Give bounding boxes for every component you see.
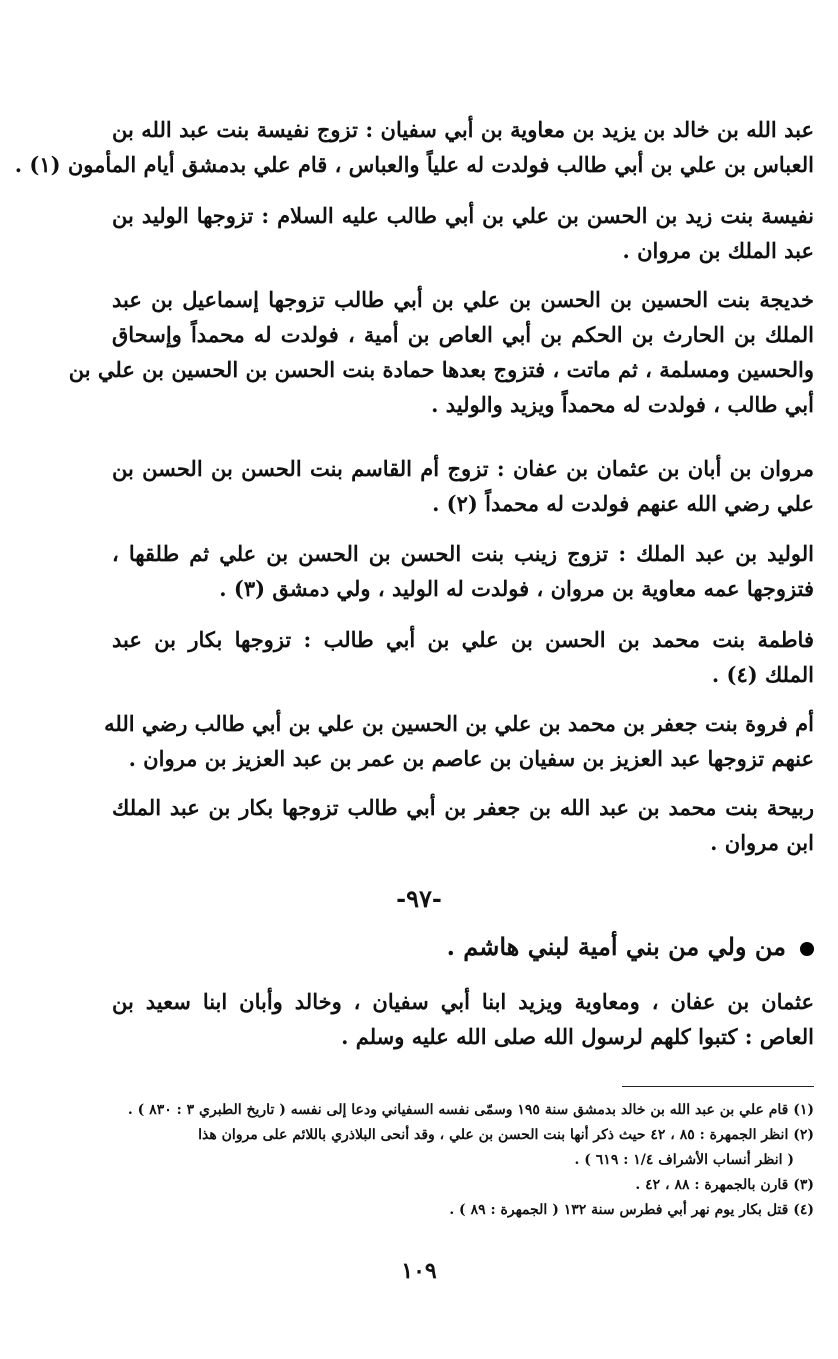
footnote-4: (٤) قتل بكار يوم نهر أبي فطرس سنة ١٣٢ ( الجمهرة : ٨٩ ) . [449, 1202, 814, 1218]
text-line: فتزوجها عمه معاوية بن مروان ، فولدت له الوليد ، ولي دمشق (٣) . [219, 576, 814, 601]
text-line: عنهم تزوجها عبد العزيز بن سفيان بن عاصم بن عمر بن عبد العزيز بن مروان . [128, 746, 814, 771]
text-line: أبي طالب ، فولدت له محمداً ويزيد والوليد . [431, 392, 814, 417]
paragraph-3 [68, 282, 814, 422]
footnote-3: (٣) قارن بالجمهرة : ٨٨ ، ٤٢ . [635, 1177, 814, 1193]
paragraph-1 [14, 112, 814, 182]
text-line: عثمان بن عفان ، ومعاوية ويزيد ابنا أبي سفيان ، وخالد وأبان ابنا سعيد بن [112, 989, 814, 1014]
paragraph-4 [112, 451, 814, 521]
text-line: ربيحة بنت محمد بن عبد الله بن جعفر بن أبي طالب تزوجها بكار بن عبد الملك [112, 795, 814, 820]
section-heading [330, 932, 814, 961]
footnotes [112, 1098, 814, 1223]
text-line: الوليد بن عبد الملك : تزوج زينب بنت الحسن بن الحسن بن علي ثم طلقها ، [112, 541, 814, 566]
footnote-2-continued: ( انظر أنساب الأشراف ١/٤ : ٦١٩ ) . [574, 1152, 794, 1168]
paragraph-6 [112, 622, 814, 692]
text-line: العباس بن علي بن أبي طالب فولدت له علياً والعباس ، قام علي بدمشق أيام المأمون (١) . [14, 152, 814, 177]
section-number: -٩٧- [396, 884, 442, 913]
text-line: خديجة بنت الحسين بن الحسن بن علي بن أبي طالب تزوجها إسماعيل بن عبد [112, 287, 814, 312]
paragraph-5 [112, 536, 814, 606]
text-line: العاص : كتبوا كلهم لرسول الله صلى الله عليه وسلم . [341, 1024, 814, 1049]
text-line: ابن مروان . [710, 830, 814, 855]
paragraph-7 [104, 706, 814, 776]
text-line: والحسين ومسلمة ، ثم ماتت ، فتزوج بعدها حمادة بنت الحسن بن الحسين بن علي بن [68, 357, 814, 382]
text-line: أم فروة بنت جعفر بن محمد بن علي بن الحسين بن علي بن أبي طالب رضي الله [104, 711, 814, 736]
text-line: الملك بن الحارث بن الحكم بن أبي العاص بن أمية ، فولدت له محمداً وإسحاق [112, 322, 814, 347]
bullet-icon [800, 942, 814, 956]
text-line: علي رضي الله عنهم فولدت له محمداً (٢) . [432, 491, 814, 516]
text-line: فاطمة بنت محمد بن الحسن بن علي بن أبي طالب : تزوجها بكار بن عبد [112, 627, 814, 652]
text-line: نفيسة بنت زيد بن الحسن بن علي بن أبي طالب عليه السلام : تزوجها الوليد بن [112, 203, 814, 228]
footnote-1: (١) قام علي بن عبد الله بن خالد بدمشق سنة ١٩٥ وسمّى نفسه السفياني ودعا إلى نفسه ( تاريخ الطبري ٣ : ٨٣٠ ) . [127, 1102, 814, 1118]
footnote-divider [622, 1086, 814, 1087]
page-number: ١٠٩ [401, 1258, 437, 1284]
text-line: عبد الله بن خالد بن يزيد بن معاوية بن أبي سفيان : تزوج نفيسة بنت عبد الله بن [112, 117, 814, 142]
section-paragraph [112, 984, 814, 1054]
text-line: الملك (٤) . [711, 662, 814, 687]
text-line: مروان بن أبان بن عثمان بن عفان : تزوج أم القاسم بنت الحسن بن الحسن بن [112, 456, 814, 481]
paragraph-8 [112, 790, 814, 860]
section-heading-text: من ولي من بني أمية لبني هاشم . [446, 932, 786, 961]
text-line: عبد الملك بن مروان . [622, 238, 814, 263]
paragraph-2 [112, 198, 814, 268]
footnote-2: (٢) انظر الجمهرة : ٨٥ ، ٤٢ حيث ذكر أنها بنت الحسن بن علي ، وقد أنحى البلاذري باللائم على مروان هذا [198, 1127, 814, 1143]
